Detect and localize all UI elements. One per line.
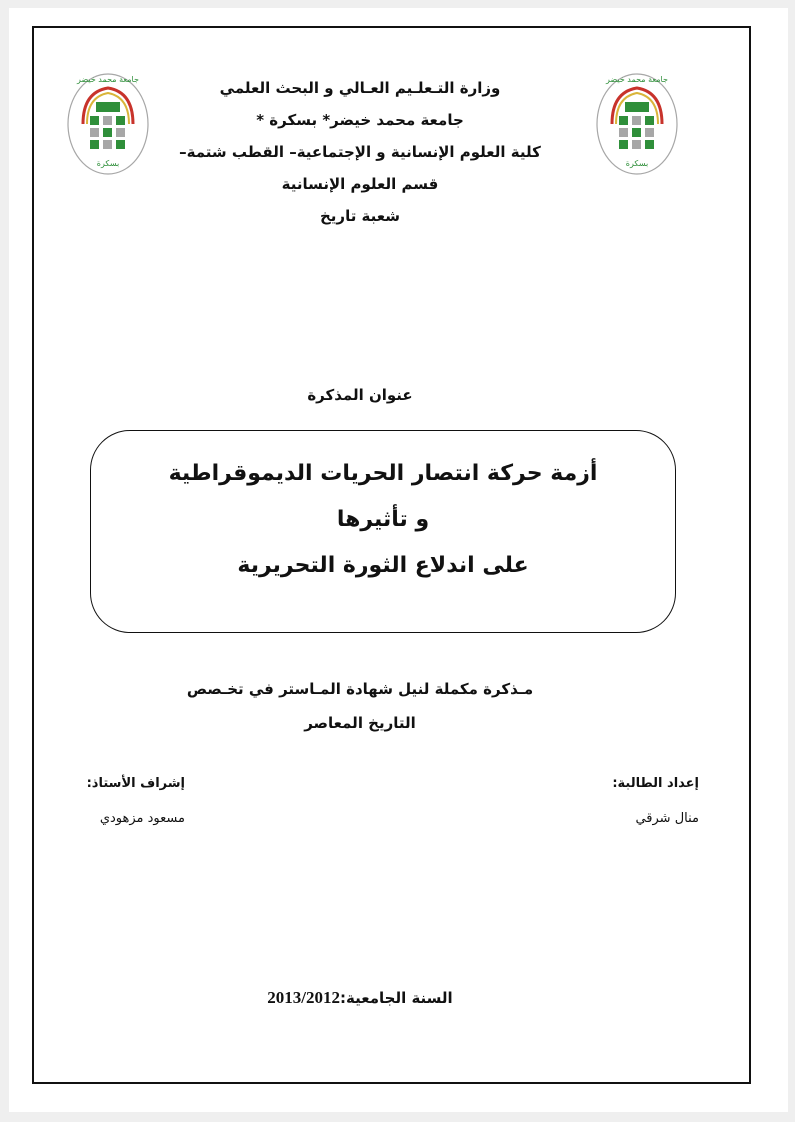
degree-line-1: مـذكرة مكملة لنيل شهادة المـاستر في تخـصص: [186, 680, 534, 698]
faculty-name: كلية العلوم الإنسانية و الإجتماعية– القطب شتمة–: [179, 143, 541, 161]
branch-name: شعبة تاريخ: [319, 207, 400, 225]
student-block: [612, 772, 699, 830]
svg-text:جامعة محمد خيضر: جامعة محمد خيضر: [77, 75, 139, 84]
memo-title-line-3: على اندلاع الثورة التحريرية: [237, 553, 529, 578]
university-logo-left: [63, 62, 153, 192]
svg-text:بسكرة: بسكرة: [625, 159, 649, 168]
student-role-label: إعداد الطالبة:: [612, 776, 699, 791]
memo-title-line-1: أزمة حركة انتصار الحريات الديموقراطية: [168, 461, 598, 486]
memo-title-label: عنوان المذكرة: [307, 386, 413, 404]
ministry-name: وزارة التـعلـيم العـالي و البحث العلمي: [219, 79, 501, 97]
supervisor-name: مسعود مزهودي: [99, 811, 185, 826]
department-name: قسم العلوم الإنسانية: [281, 175, 439, 193]
degree-line-2: التاريخ المعاصر: [304, 714, 416, 732]
supervisor-block: [87, 772, 185, 830]
svg-text:جامعة محمد خيضر: جامعة محمد خيضر: [606, 75, 668, 84]
academic-year-value: 2013/2012: [267, 988, 341, 1007]
supervisor-role-label: إشراف الأستاذ:: [86, 776, 185, 791]
university-logo-right: [592, 62, 682, 192]
academic-year-label: السنة الجامعية:: [340, 989, 453, 1007]
student-name: منال شرقي: [635, 811, 699, 826]
university-name: جامعة محمد خيضر* بسكرة *: [256, 111, 464, 129]
institution-header: [150, 72, 570, 232]
memo-title-line-2: و تأثيرها: [336, 507, 430, 532]
svg-text:بسكرة: بسكرة: [96, 159, 120, 168]
degree-statement: [150, 672, 570, 740]
memo-title-box: [90, 430, 676, 633]
academic-year: [180, 988, 540, 1008]
